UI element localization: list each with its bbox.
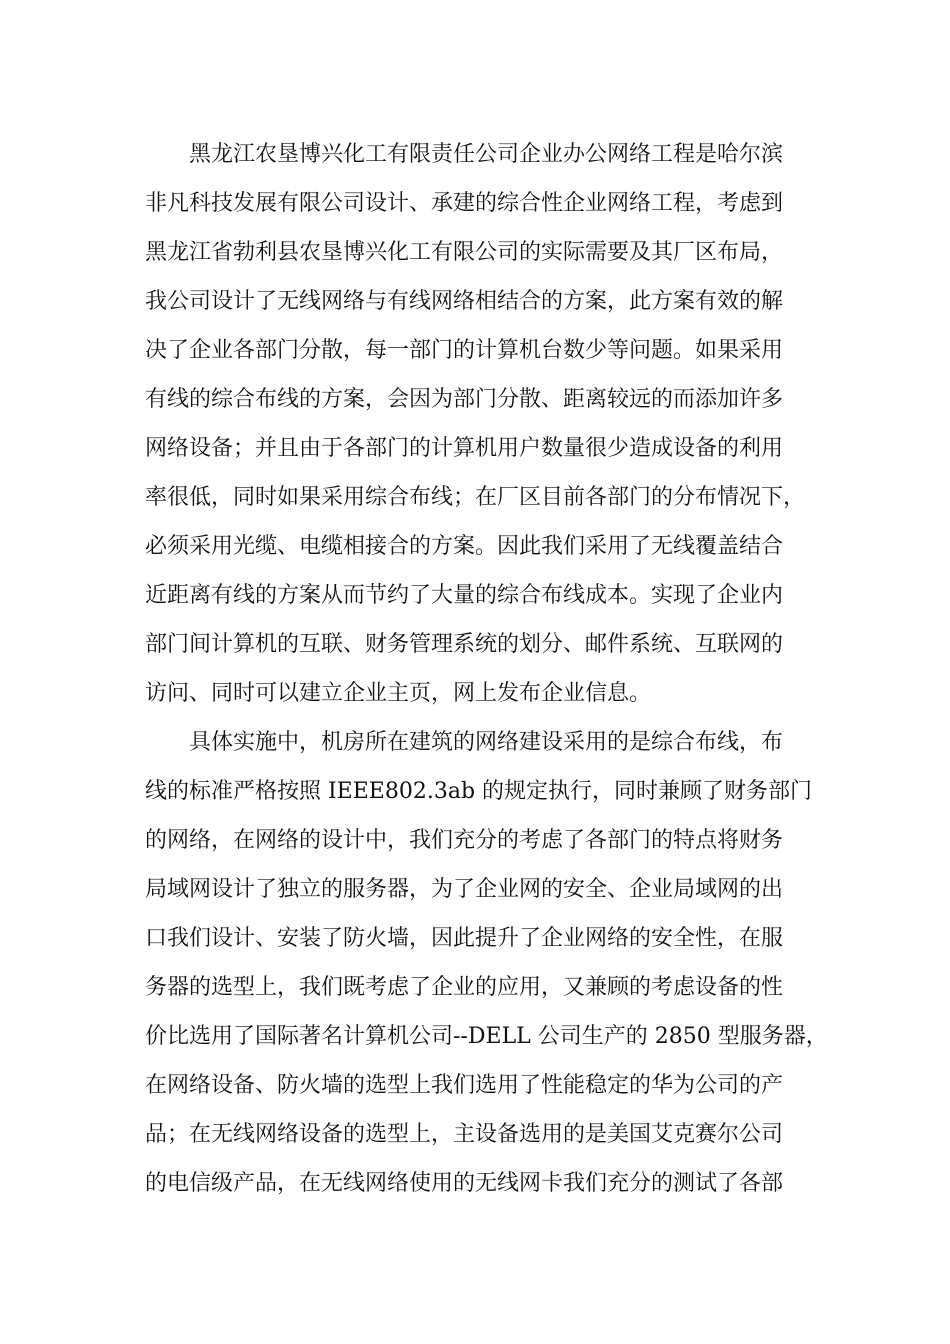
text-line: 网络设备；并且由于各部门的计算机用户数量很少造成设备的利用 xyxy=(145,436,784,461)
text-line: 部门间计算机的互联、财务管理系统的划分、邮件系统、互联网的 xyxy=(145,632,784,657)
text-line: 必须采用光缆、电缆相接合的方案。因此我们采用了无线覆盖结合 xyxy=(145,534,784,559)
text-line: 访问、同时可以建立企业主页，网上发布企业信息。 xyxy=(145,681,652,706)
text-line: 线的标准严格按照 IEEE802.3ab 的规定执行，同时兼顾了财务部门 xyxy=(145,779,813,804)
text-line: 有线的综合布线的方案，会因为部门分散、距离较远的而添加许多 xyxy=(145,387,784,412)
text-line: 黑龙江省勃利县农垦博兴化工有限公司的实际需要及其厂区布局， xyxy=(145,240,784,265)
text-line: 的网络，在网络的设计中，我们充分的考虑了各部门的特点将财务 xyxy=(145,828,784,853)
text-line: 价比选用了国际著名计算机公司--DELL 公司生产的 2850 型服务器， xyxy=(145,1024,828,1049)
text-line: 的电信级产品，在无线网络使用的无线网卡我们充分的测试了各部 xyxy=(145,1171,784,1196)
text-line: 决了企业各部门分散，每一部门的计算机台数少等问题。如果采用 xyxy=(145,338,784,363)
text-line: 率很低，同时如果采用综合布线；在厂区目前各部门的分布情况下， xyxy=(145,485,806,510)
text-line: 具体实施中，机房所在建筑的网络建设采用的是综合布线，布 xyxy=(189,730,784,755)
text-line: 非凡科技发展有限公司设计、承建的综合性企业网络工程，考虑到 xyxy=(145,191,784,216)
text-line: 务器的选型上，我们既考虑了企业的应用，又兼顾的考虑设备的性 xyxy=(145,975,784,1000)
paragraph-2 xyxy=(145,718,828,1208)
text-line: 在网络设备、防火墙的选型上我们选用了性能稳定的华为公司的产 xyxy=(145,1073,784,1098)
text-line: 品；在无线网络设备的选型上，主设备选用的是美国艾克赛尔公司 xyxy=(145,1122,784,1147)
text-line: 我公司设计了无线网络与有线网络相结合的方案，此方案有效的解 xyxy=(145,289,784,314)
document-body xyxy=(145,130,828,1208)
text-line: 黑龙江农垦博兴化工有限责任公司企业办公网络工程是哈尔滨 xyxy=(189,142,784,167)
text-line: 口我们设计、安装了防火墙，因此提升了企业网络的安全性，在服 xyxy=(145,926,784,951)
text-line: 局域网设计了独立的服务器，为了企业网的安全、企业局域网的出 xyxy=(145,877,784,902)
paragraph-1 xyxy=(145,130,825,718)
text-line: 近距离有线的方案从而节约了大量的综合布线成本。实现了企业内 xyxy=(145,583,784,608)
